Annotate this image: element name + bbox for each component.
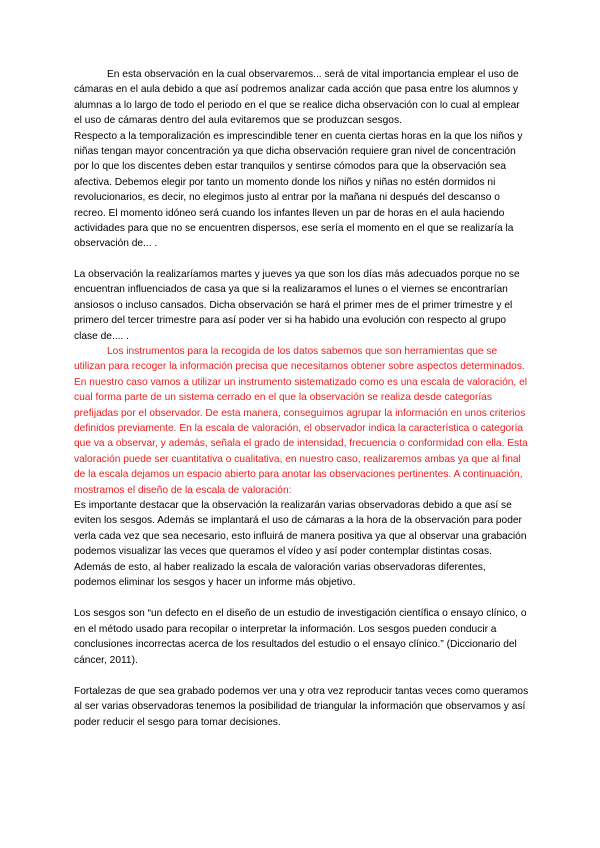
paragraph-bias-definition: Los sesgos son “un defecto en el diseño de un estudio de investigación científica o ensayo clínico, o en el método usado para recopilar o interpretar la información. Los sesgos pueden conducir a conclusiones incorrectas acerca de los resultados del estudio o el ensayo clínico.” (Diccionario del cáncer, 2011). (74, 608, 527, 666)
paragraph-temporalization: Respecto a la temporalización es imprescindible tener en cuenta ciertas horas en la que los niños y niñas tengan mayor concentración ya que dicha observación requiere gran nivel de concentración por lo que los discentes deben estar tranquilos y sentirse cómodos para que la observación sea afectiva. Debemos elegir por tanto un momento donde los niños y niñas no estén dormidos ni revolucionarios, es decir, no elegimos justo al entrar por la mañana ni después del descanso o recreo. El momento idóneo será cuando los infantes lleven un par de horas en el aula haciendo actividades para que no se encuentren dispersos, ese sería el momento en el que se realizaría la observación de... . (74, 130, 523, 250)
paragraph-multiple-observers: Es importante destacar que la observación la realizarán varias observadoras debido a que así se eviten los sesgos. Además se implantará el uso de cámaras a la hora de la observación para poder verla cada vez que sea necesario, esto influirá de manera positiva ya que al observar una grabación podemos visualizar las veces que queramos el vídeo y así poder contemplar distintas cosas. Además de esto, al haber realizado la escala de valoración varias observadoras diferentes, podemos eliminar los sesgos y hacer un informe más objetivo. (74, 499, 527, 588)
paragraph-camera-use: En esta observación en la cual observaremos... será de vital importancia emplear el uso de cámaras en el aula debido a que así podremos analizar cada acción que pasa entre los alumnos y alumnas a lo largo de todo el periodo en el que se realice dicha observación con lo cual al emplear el uso de cámaras dentro del aula evitaremos que se produzcan sesgos. (74, 69, 520, 127)
paragraph-instruments: Los instrumentos para la recogida de los datos sabemos que son herramientas que se utilizan para recoger la información precisa que necesitamos obtener sobre aspectos determinados. En nuestro caso vamos a utilizar un instrumento sistematizado como es una escala de valoración, el cual forma parte de un sistema cerrado en el que la observación se realiza desde categorías prefijadas por el observador. De esta manera, conseguimos agrupar la información en unos criterios definidos previamente. En la escala de valoración, el observador indica la característica o categoría que va a observar, y además, señala el grado de intensidad, frecuencia o conformidad con ella. Esta valoración puede ser cuantitativa o cualitativa, en nuestro caso, realizaremos ambas ya que al final de la escala dejamos un espacio abierto para anotar las observaciones pertinentes. A continuación, mostramos el diseño de la escala de valoración: (74, 345, 528, 496)
paragraph-observation-days: La observación la realizaríamos martes y jueves ya que son los días más adecuados porque no se encuentran influenciados de casa ya que si la realizaramos el lunes o el viernes se encontrarían ansiosos o incluso cansados. Dicha observación se hará el primer mes de el primer trimestre y el primero del tercer trimestre para así poder ver si ha habido una evolución con respecto al grupo clase de.... . (74, 268, 520, 342)
paragraph-strengths: Fortalezas de que sea grabado podemos ver una y otra vez reproducir tantas veces como queramos al ser varias observadoras tenemos la posibilidad de triangular la información que observamos y así poder reducir el sesgo para tomar decisiones. (74, 686, 529, 728)
document-page (74, 67, 530, 730)
